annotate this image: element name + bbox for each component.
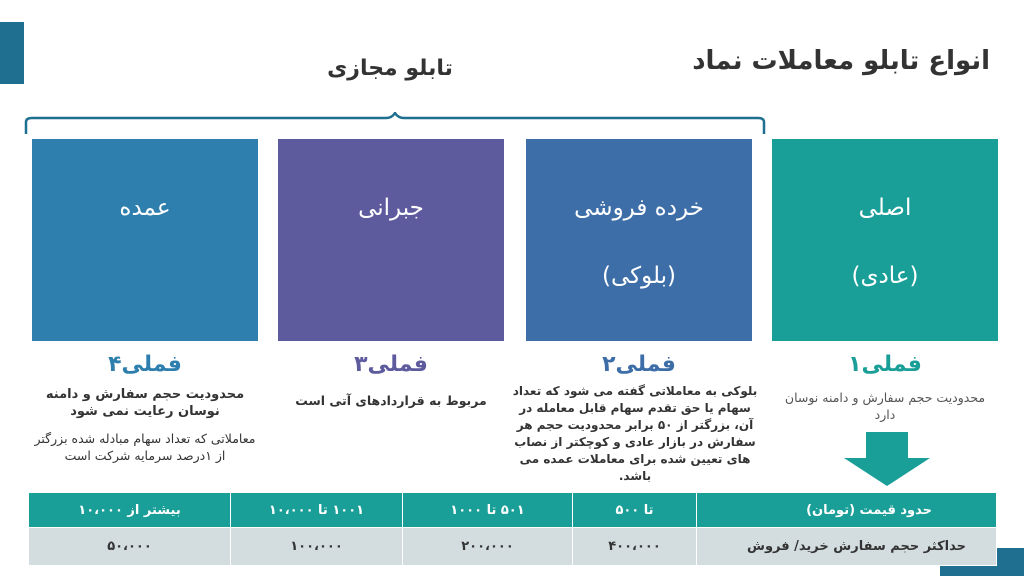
table-header-row bbox=[29, 493, 997, 528]
table-cell: ۲۰۰،۰۰۰ bbox=[403, 528, 573, 566]
slide-title: انواع تابلو معاملات نماد bbox=[692, 46, 990, 76]
virtual-board-label: تابلو مجازی bbox=[327, 56, 453, 81]
board-card-retail bbox=[526, 139, 752, 341]
board-card-main bbox=[772, 139, 998, 341]
chapter-description-3: مربوط به قراردادهای آتی است bbox=[295, 393, 487, 408]
table-header-cell: تا ۵۰۰ bbox=[573, 493, 697, 528]
chapter-description-2: بلوکی به معاملاتی گفته می شود که تعداد سهام یا حق تقدم سهام قابل معامله در آن، بزرگتر از ۵۰ برابر محدودیت حجم هر سفارش در بازار عادی و کوچکتر از نصاب های تعیین شده برای معاملات عمده می باشد. bbox=[512, 384, 758, 483]
table-cell: ۵۰،۰۰۰ bbox=[29, 528, 231, 566]
table-row bbox=[29, 528, 997, 566]
table-header-cell: بیشتر از ۱۰،۰۰۰ bbox=[29, 493, 231, 528]
board-card-compensatory bbox=[278, 139, 504, 341]
board-card-wholesale bbox=[32, 139, 258, 341]
chapter-description-1: محدودیت حجم سفارش و دامنه نوسان دارد bbox=[784, 390, 986, 422]
corner-accent-top-left bbox=[0, 22, 24, 84]
board-card-title: خرده فروشی bbox=[574, 195, 704, 221]
table-row-label: حداکثر حجم سفارش خرید/ فروش bbox=[697, 528, 997, 566]
table-header-cell: ۱۰۰۱ تا ۱۰،۰۰۰ bbox=[231, 493, 403, 528]
chapter-heading-3: فملی۳ bbox=[354, 352, 428, 377]
chapter-heading-2: فملی۲ bbox=[602, 352, 676, 377]
chapter-heading-4: فملی۴ bbox=[108, 352, 182, 377]
chapter-description-4-extra: معاملاتی که تعداد سهام مبادله شده بزرگتر از ۱درصد سرمایه شرکت است bbox=[34, 431, 256, 463]
chapter-heading-1: فملی۱ bbox=[848, 352, 922, 377]
down-arrow-icon bbox=[844, 432, 930, 486]
board-card-subtitle: (بلوکی) bbox=[602, 263, 676, 289]
table-header-label: حدود قیمت (تومان) bbox=[697, 493, 997, 528]
board-card-title: اصلی bbox=[858, 195, 912, 221]
board-card-title: عمده bbox=[119, 195, 171, 221]
chapter-description-4: محدودیت حجم سفارش و دامنه نوسان رعایت نمی شود bbox=[45, 387, 245, 419]
table-cell: ۴۰۰،۰۰۰ bbox=[573, 528, 697, 566]
brace-bracket bbox=[24, 112, 766, 138]
price-volume-table bbox=[28, 492, 997, 566]
board-card-subtitle: (عادی) bbox=[851, 263, 919, 289]
table-header-cell: ۵۰۱ تا ۱۰۰۰ bbox=[403, 493, 573, 528]
table-cell: ۱۰۰،۰۰۰ bbox=[231, 528, 403, 566]
board-card-title: جبرانی bbox=[358, 195, 424, 221]
